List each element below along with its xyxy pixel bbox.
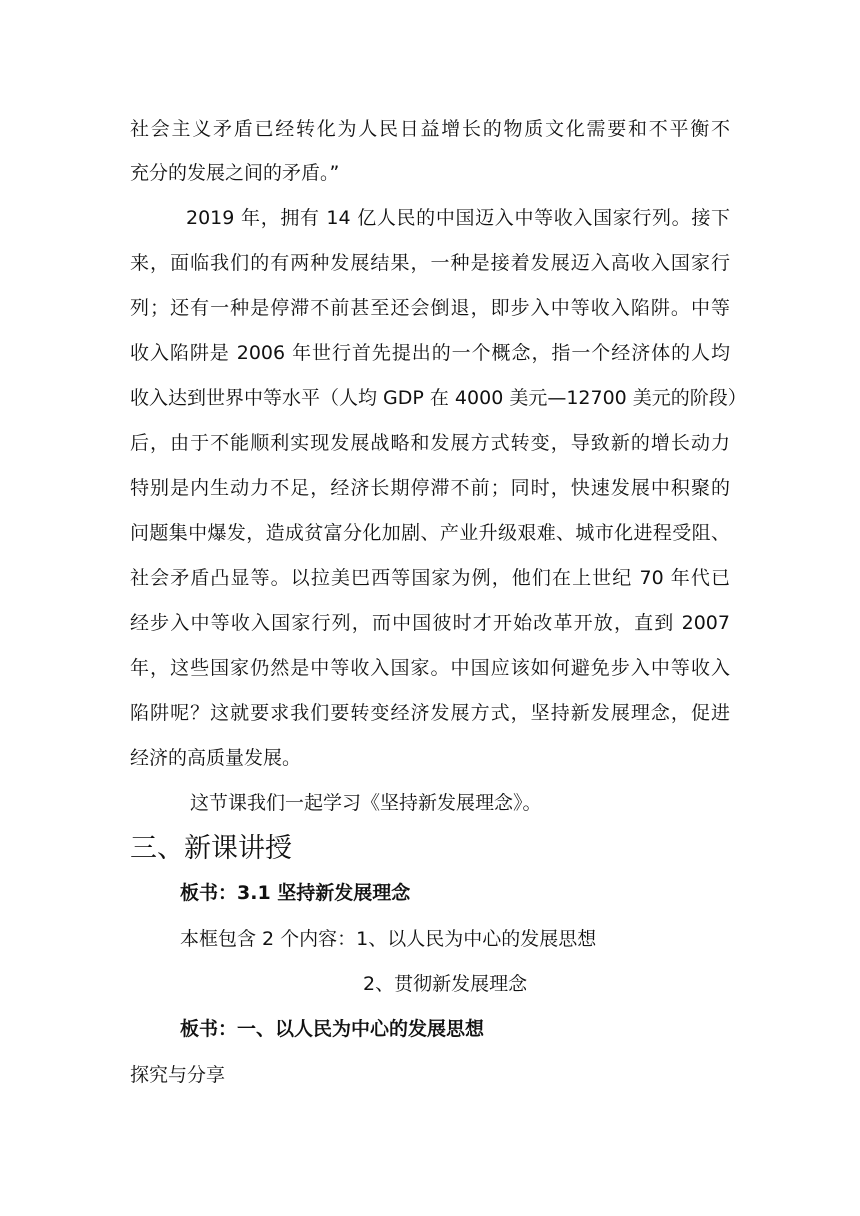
paragraph-line: 社会主义矛盾已经转化为人民日益增长的物质文化需要和不平衡不: [130, 118, 730, 140]
board-heading: 板书：一、以人民为中心的发展思想: [180, 1018, 485, 1040]
paragraph-line: 陷阱呢？这就要求我们要转变经济发展方式，坚持新发展理念，促进: [130, 702, 730, 724]
paragraph-line: 社会矛盾凸显等。以拉美巴西等国家为例，他们在上世纪 70 年代已: [130, 567, 730, 589]
contents-line: 本框包含 2 个内容：1、以人民为中心的发展思想: [180, 928, 597, 950]
paragraph-line: 年，这些国家仍然是中等收入国家。中国应该如何避免步入中等收入: [130, 657, 730, 679]
explore-label: 探究与分享: [130, 1064, 226, 1086]
paragraph-line: 后，由于不能顺利实现发展战略和发展方式转变，导致新的增长动力: [130, 432, 730, 454]
paragraph-line: 2019 年，拥有 14 亿人民的中国迈入中等收入国家行列。接下: [186, 207, 730, 229]
paragraph-line: 经济的高质量发展。: [130, 747, 302, 769]
paragraph-line: 经步入中等收入国家行列，而中国彼时才开始改革开放，直到 2007: [130, 612, 730, 634]
paragraph-line: 问题集中爆发，造成贫富分化加剧、产业升级艰难、城市化进程受阻、: [130, 522, 730, 544]
paragraph-line: 列；还有一种是停滞不前甚至还会倒退，即步入中等收入陷阱。中等: [130, 297, 730, 319]
paragraph-line: 来，面临我们的有两种发展结果，一种是接着发展迈入高收入国家行: [130, 252, 730, 274]
paragraph-line: 充分的发展之间的矛盾。”: [130, 162, 340, 184]
paragraph-line: 这节课我们一起学习《坚持新发展理念》。: [190, 792, 542, 814]
section-heading: 三、新课讲授: [130, 833, 292, 864]
paragraph-line: 收入陷阱是 2006 年世行首先提出的一个概念，指一个经济体的人均: [130, 342, 730, 364]
contents-line: 2、贯彻新发展理念: [363, 973, 528, 995]
paragraph-line: 特别是内生动力不足，经济长期停滞不前；同时，快速发展中积聚的: [130, 477, 730, 499]
paragraph-line: 收入达到世界中等水平（人均 GDP 在 4000 美元—12700 美元的阶段）: [130, 387, 747, 409]
board-heading: 板书：3.1 坚持新发展理念: [180, 882, 411, 904]
